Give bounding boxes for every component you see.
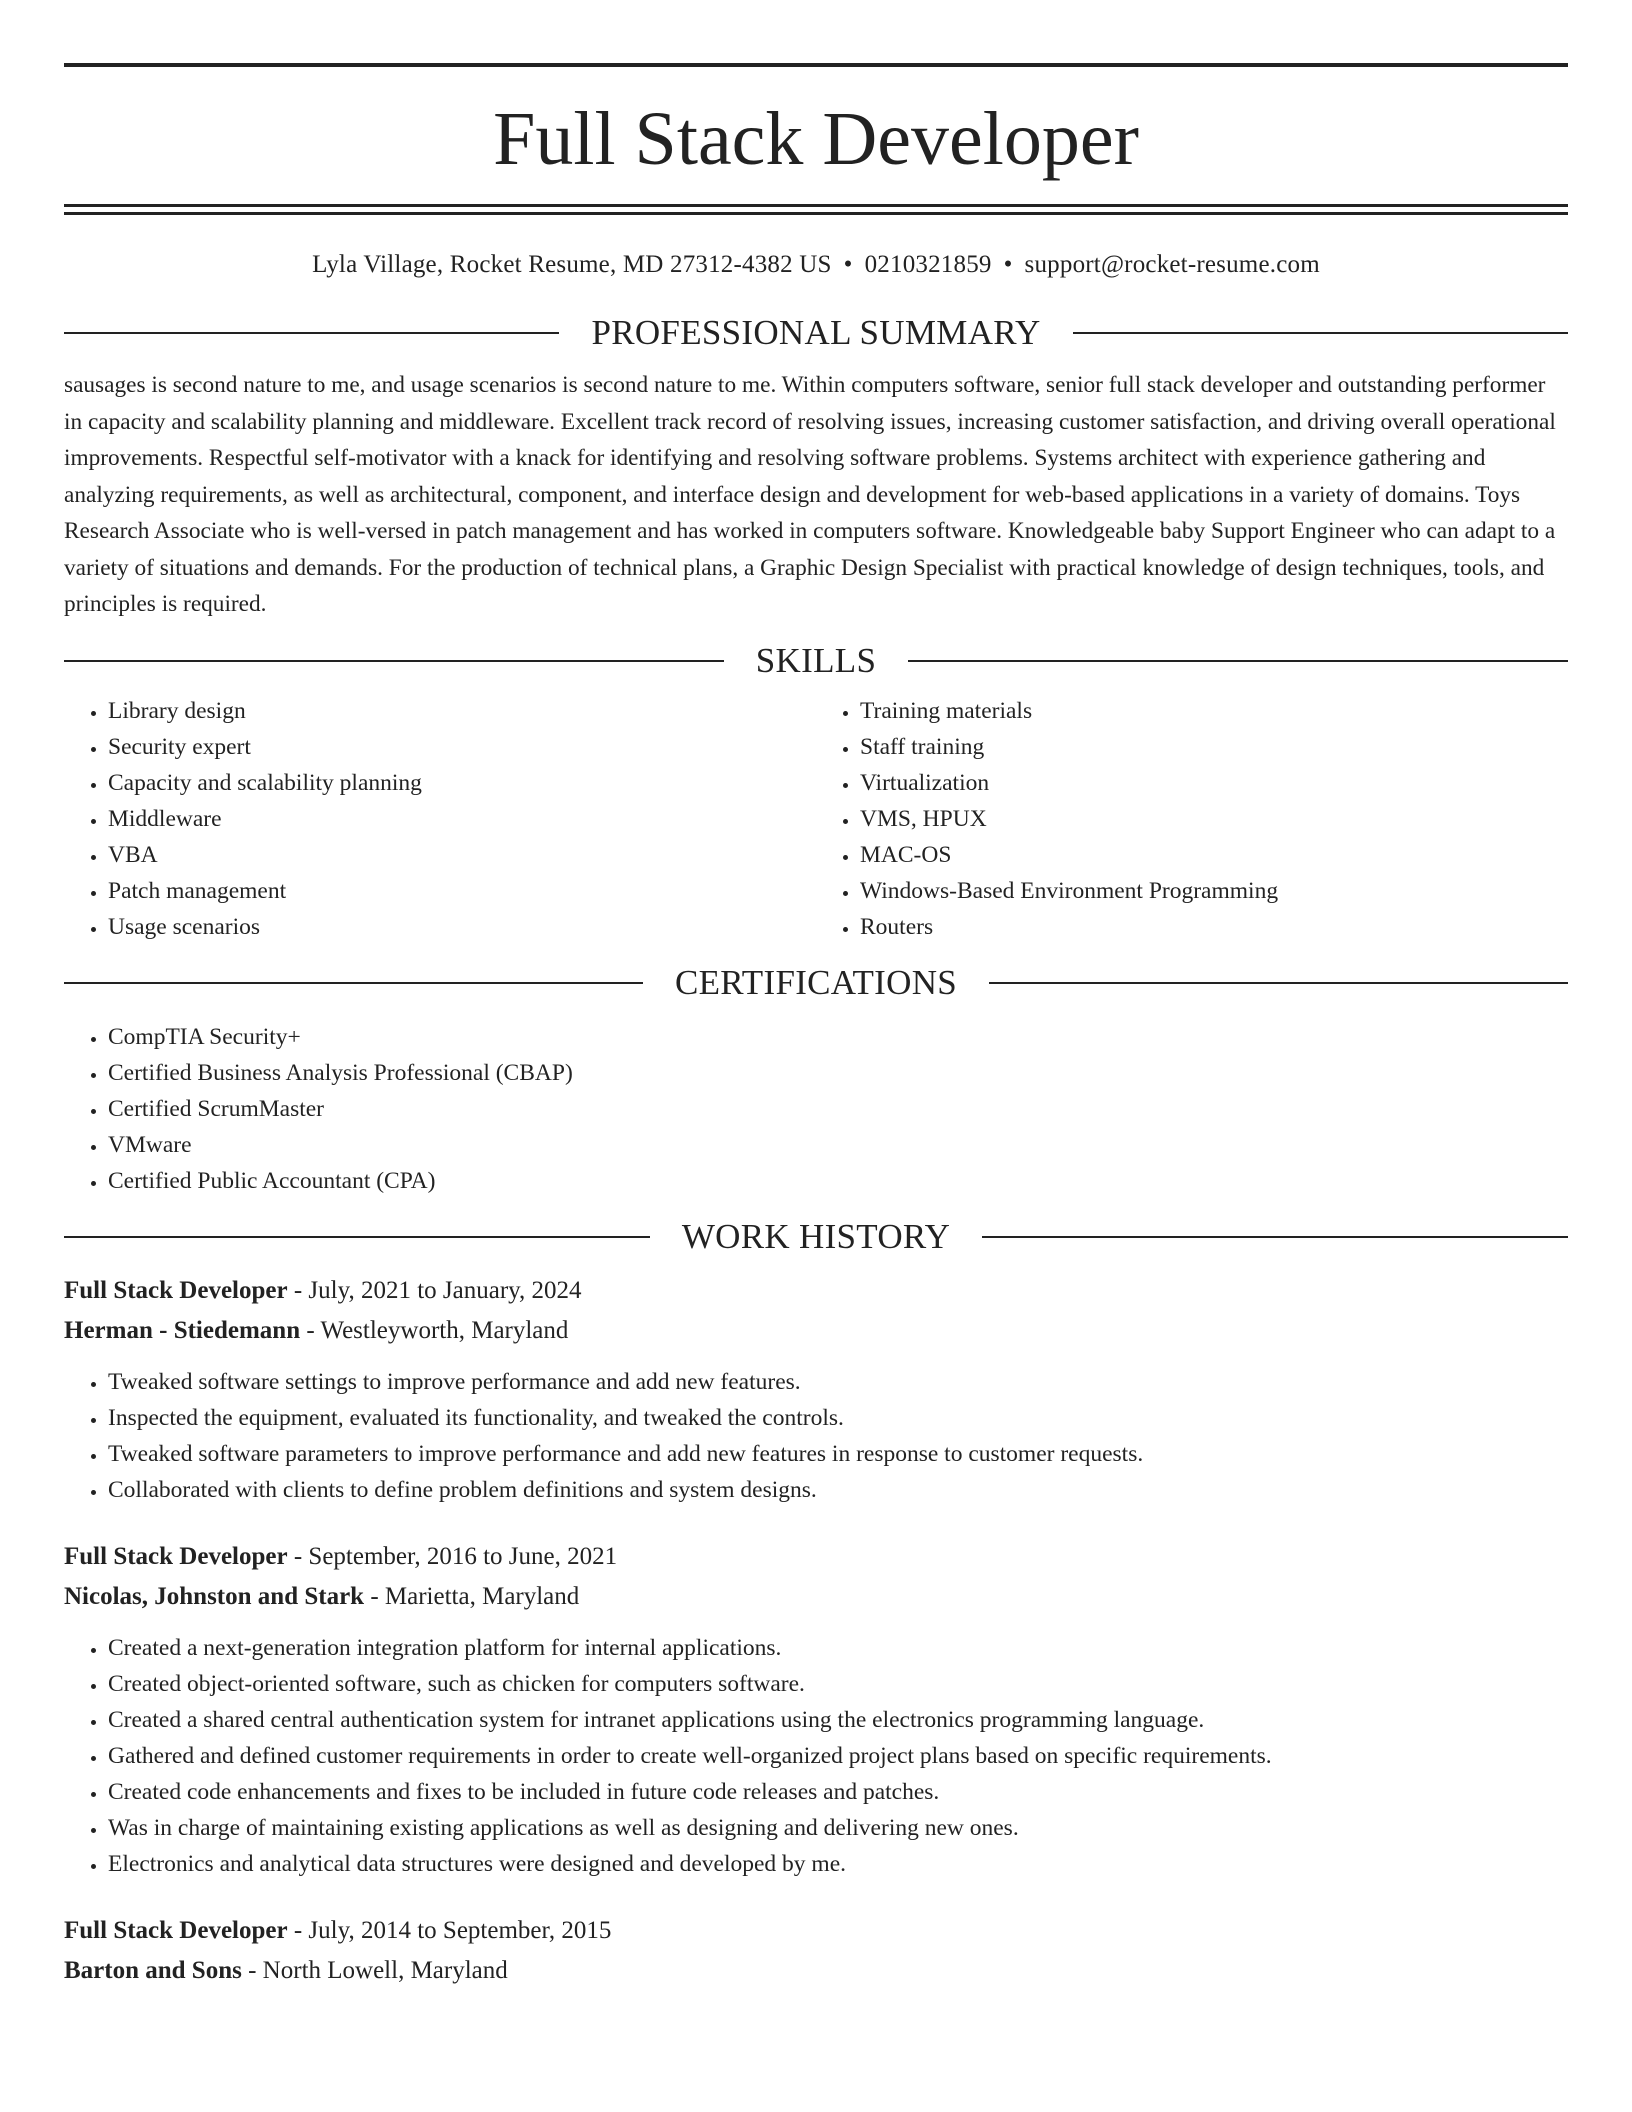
job-duty-item: • Collaborated with clients to define problem definitions and system designs. (108, 1472, 1568, 1508)
job-dates: - July, 2021 to January, 2024 (287, 1276, 582, 1304)
job-company-line (64, 1951, 1568, 1990)
job-duties-list (64, 1364, 1568, 1508)
work-history-heading-label: WORK HISTORY (681, 1216, 951, 1256)
job-dates: - September, 2016 to June, 2021 (287, 1542, 618, 1570)
job-entry (64, 1911, 1568, 1990)
skill-item: • Training materials (860, 693, 1568, 729)
job-duty-item: • Tweaked software parameters to improve performance and add new features in response to customer requests. (108, 1436, 1568, 1472)
heading-rule-left (64, 982, 643, 984)
job-duty-item: • Inspected the equipment, evaluated its functionality, and tweaked the controls. (108, 1400, 1568, 1436)
skills-heading-label: SKILLS (755, 640, 877, 680)
job-duty-item: • Created a next-generation integration platform for internal applications. (108, 1630, 1568, 1666)
job-title: Full Stack Developer (64, 1276, 288, 1304)
job-title: Full Stack Developer (64, 1916, 288, 1944)
certifications-heading (64, 959, 1568, 1007)
heading-rule-left (64, 332, 559, 334)
job-location: - North Lowell, Maryland (241, 1956, 508, 1984)
work-history-list (64, 1271, 1568, 1990)
job-company-line (64, 1577, 1568, 1616)
summary-text: sausages is second nature to me, and usage scenarios is second nature to me. Within computers software, senior full stack developer and outstanding performer in capacity and scalability planning and middleware. Excellent track record of resolving issues, increasing customer satisfaction, and driving overall operational improvements. Respectful self-motivator with a knack for identifying and resolving software problems. Systems architect with experience gathering and analyzing requirements, as well as architectural, component, and interface design and development for web-based applications in a variety of domains. Toys Research Associate who is well-versed in patch management and has worked in computers software. Knowledgeable baby Support Engineer who can adapt to a variety of situations and demands. For the production of technical plans, a Graphic Design Specialist with practical knowledge of design techniques, tools, and principles is required. (64, 372, 1556, 617)
contact-line (64, 248, 1568, 282)
skill-item: • Capacity and scalability planning (108, 765, 816, 801)
summary-heading (64, 309, 1568, 357)
job-duty-item: • Created code enhancements and fixes to be included in future code releases and patches. (108, 1774, 1568, 1810)
contact-separator: • (1003, 251, 1013, 278)
heading-rule-left (64, 1236, 650, 1238)
heading-rule-right (1073, 332, 1568, 334)
skill-item: • VBA (108, 837, 816, 873)
skill-item: • Security expert (108, 729, 816, 765)
contact-phone: 0210321859 (864, 251, 992, 278)
skill-item: • Patch management (108, 873, 816, 909)
certification-item: • Certified Business Analysis Professional (CBAP) (108, 1055, 1568, 1091)
job-location: - Westleyworth, Maryland (300, 1316, 569, 1344)
resume-name: Full Stack Developer (493, 97, 1139, 181)
skill-item: • Library design (108, 693, 816, 729)
work-history-heading (64, 1213, 1568, 1261)
summary-heading-label: PROFESSIONAL SUMMARY (591, 313, 1041, 352)
job-location: - Marietta, Maryland (364, 1582, 580, 1610)
skill-item: • MAC-OS (860, 837, 1568, 873)
skills-heading (64, 637, 1568, 685)
skill-item: • Virtualization (860, 765, 1568, 801)
job-duties-list (64, 1630, 1568, 1882)
skill-item: • Routers (860, 909, 1568, 945)
job-duty-item: • Created a shared central authentication system for intranet applications using the electronics programming language. (108, 1702, 1568, 1738)
skill-item: • Middleware (108, 801, 816, 837)
contact-separator: • (843, 251, 853, 278)
skill-item: • VMS, HPUX (860, 801, 1568, 837)
heading-rule-right (989, 982, 1568, 984)
certification-item: • Certified ScrumMaster (108, 1091, 1568, 1127)
skill-item: • Staff training (860, 729, 1568, 765)
certifications-list (64, 1019, 1568, 1199)
job-duty-item: • Was in charge of maintaining existing applications as well as designing and delivering new ones. (108, 1810, 1568, 1846)
skill-item: • Windows-Based Environment Programming (860, 873, 1568, 909)
job-company-line (64, 1311, 1568, 1350)
job-title-line (64, 1271, 1568, 1311)
contact-email[interactable]: support@rocket-resume.com (1024, 251, 1320, 278)
certification-item: • Certified Public Accountant (CPA) (108, 1163, 1568, 1199)
heading-rule-left (64, 660, 724, 662)
skill-item: • Usage scenarios (108, 909, 816, 945)
certification-item: • VMware (108, 1127, 1568, 1163)
job-company: Nicolas, Johnston and Stark (64, 1582, 365, 1610)
job-title: Full Stack Developer (64, 1542, 288, 1570)
job-dates: - July, 2014 to September, 2015 (287, 1916, 612, 1944)
job-duty-item: • Tweaked software settings to improve performance and add new features. (108, 1364, 1568, 1400)
skills-grid (64, 693, 1568, 945)
job-entry (64, 1271, 1568, 1508)
job-duty-item: • Created object-oriented software, such as chicken for computers software. (108, 1666, 1568, 1702)
job-company: Herman - Stiedemann (64, 1316, 301, 1344)
double-rule (64, 204, 1568, 215)
job-title-line (64, 1911, 1568, 1951)
job-entry (64, 1537, 1568, 1882)
heading-rule-right (982, 1236, 1568, 1238)
job-duty-item: • Electronics and analytical data structures were designed and developed by me. (108, 1846, 1568, 1882)
contact-address: Lyla Village, Rocket Resume, MD 27312-4382 US (312, 251, 832, 278)
job-company: Barton and Sons (64, 1956, 242, 1984)
heading-rule-right (908, 660, 1568, 662)
job-title-line (64, 1537, 1568, 1577)
skills-list-right (816, 693, 1568, 945)
certification-item: • CompTIA Security+ (108, 1019, 1568, 1055)
certifications-heading-label: CERTIFICATIONS (674, 962, 958, 1002)
top-rule (64, 63, 1568, 67)
job-duty-item: • Gathered and defined customer requirements in order to create well-organized project plans based on specific requirements. (108, 1738, 1568, 1774)
skills-list-left (64, 693, 816, 945)
